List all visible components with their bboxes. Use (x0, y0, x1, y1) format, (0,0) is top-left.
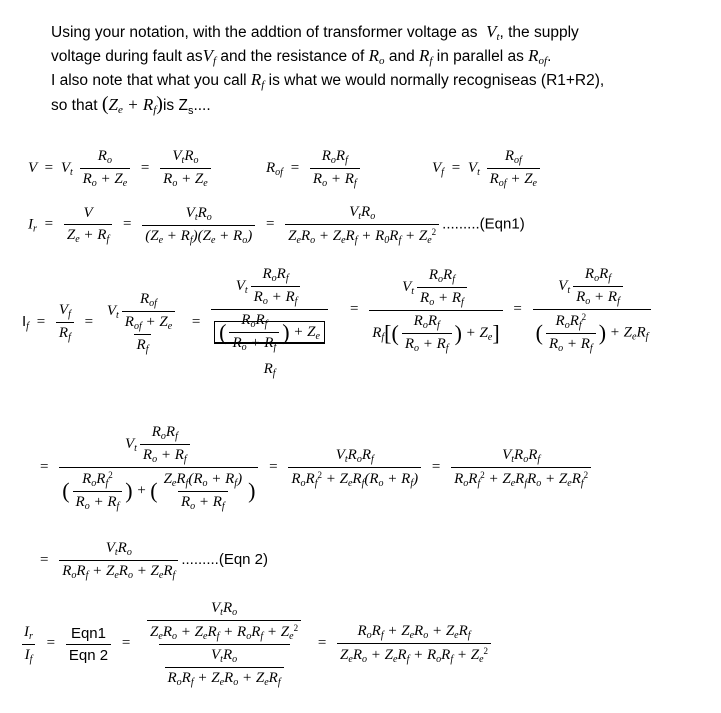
prose-text: voltage during fault as (51, 48, 203, 65)
math-vf: $V_f$ (202, 46, 217, 67)
math-ze-plus-rf: $(Z_e + R_f)$ (101, 93, 163, 116)
eqn1-label: .........(Eqn1) (442, 215, 525, 233)
equation-ir: $I_r$ = $\frac{V}{Z_e + R_f}$ = $\frac{V_tR_o}{(Z_e + R_f)(Z_e + R_o)}$ = $\frac{V_tR_o}{Z_eR_o + Z_eR_f + R_0R_f + Z_e^2}$ .........(Eqn1) (28, 204, 525, 246)
prose-text: and the resistance of (220, 48, 365, 65)
equation-if-part1: $I_f$ = $\frac{V_f}{R_f}$ = $V_t$ $\frac{R_{of}}{R_{of} + Z_e}$ $R_f$ = $V_t$ $\frac{R_oR_f}{R_o + R_f}$ ( $\frac{R_oR_f}{R_o + R_f}$ ) + $Z_e$ $R_f$ (22, 266, 331, 379)
equation-rof: $R_{of}$ = $\frac{R_oR_f}{R_o + R_f}$ (266, 148, 363, 189)
equation-eqn2: = $\frac{V_tR_o}{R_oR_f + Z_eR_o + Z_eR_f}$ .........(Eqn 2) (40, 540, 269, 581)
equation-ratio: $\frac{I_r}{I_f}$ = $\frac{\text{Eqn1}}{\text{Eqn 2}}$ = $\frac{\frac{V_tR_o}{Z_eR_o + Z_eR_f + R_oR_f + Z_e^2}}{\frac{V_tR_o}{R_oR_f + Z_eR_o + Z_eR_f}}$ = $\frac{R_oR_f + Z_eR_o + Z_eR_f}{Z_eR_o + Z_eR_f + R_oR_f + Z_e^2}$ (18, 600, 494, 688)
prose-line-2 (51, 44, 711, 68)
math-vt: $V_t$ (481, 22, 500, 43)
prose-line-4 (51, 92, 711, 116)
prose-text: is what we would normally recogniseas (R1+R2), (268, 72, 605, 89)
math-rf: $R_f$ (419, 46, 433, 67)
prose-text: and (388, 48, 415, 65)
math-ro: $R_o$ (368, 46, 385, 67)
prose-text: so that (51, 97, 98, 114)
eqn2-label: .........(Eqn 2) (181, 550, 269, 568)
eqn1-short: Eqn1 (70, 624, 106, 642)
prose-block (51, 20, 711, 116)
prose-line-1 (51, 20, 711, 44)
prose-text: .... (193, 97, 211, 114)
math-rf: $R_f$ (250, 70, 265, 91)
prose-text: is Z (162, 97, 188, 114)
equation-if-part3: = $V_t$ $\frac{R_oR_f}{R_o + R_f}$ ( $\frac{R_oR_f^2}{R_o + R_f}$ ) + ( $\frac{Z_eR_f(R_o + R_f)}{R_o + R_f}$ ) = $\frac{V_tR_oR_f}{R_oR_f^2 + Z_eR_f(R_o + R_f)}$ = $\frac{V_tR_oR_f}{R_oR_f^2 + Z_eR_fR_o + Z_eR_f^2}$ (36, 424, 594, 512)
eqn2-short: Eqn 2 (66, 644, 111, 664)
if-prefix: I (22, 312, 27, 330)
prose-text: I also note that what you call (51, 72, 247, 89)
equation-vf: $V_f = V_t$ $\frac{R_{of}}{R_{of} + Z_e}$ (432, 148, 543, 189)
equation-if-part2: = $V_t$ $\frac{R_oR_f}{R_o + R_f}$ $R_f$[( $\frac{R_oR_f}{R_o + R_f}$ ) + $Z_e$] = $V_t$ $\frac{R_oR_f}{R_o + R_f}$ ( $\frac{R_oR_f^2}{R_o + R_f}$ ) + $Z_eR_f$ (346, 266, 654, 354)
math-rof: $R_{of}$ (528, 46, 548, 67)
prose-line-3 (51, 68, 711, 92)
prose-text: , the supply (499, 24, 579, 41)
prose-text: . (547, 48, 552, 65)
prose-text: Using your notation, with the addtion of transformer voltage as (51, 24, 478, 41)
prose-text: s (187, 105, 194, 118)
prose-text: in parallel as (436, 48, 524, 65)
equation-v-divider: $V = V_t$ $\frac{R_o}{R_o + Z_e}$ = $\frac{V_tR_o}{R_o + Z_e}$ (28, 148, 214, 189)
